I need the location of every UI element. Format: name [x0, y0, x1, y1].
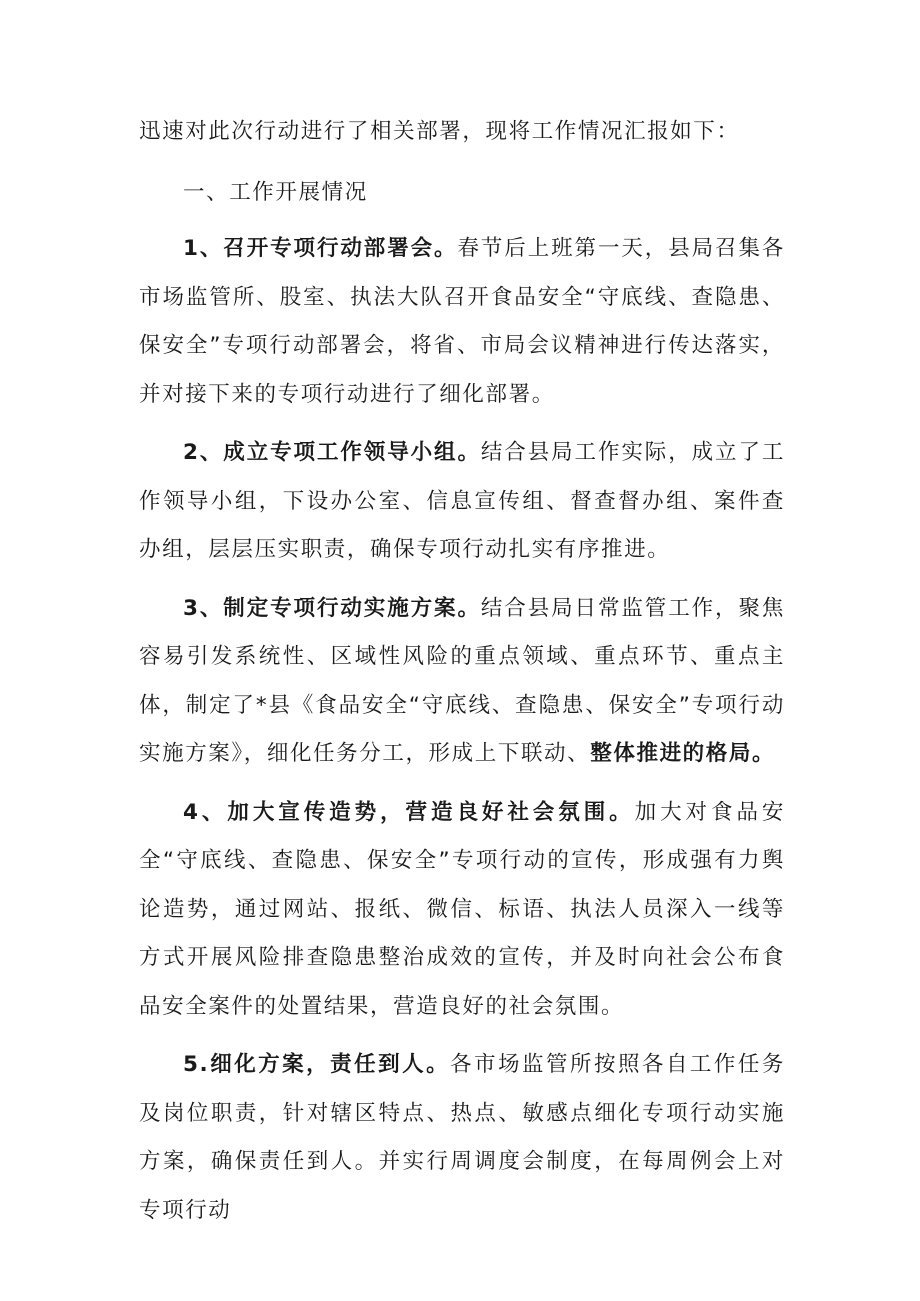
item-body: 加大对食品安全“守底线、查隐患、保安全”专项行动的宣传，形成强有力舆论造势，通过网站、报纸、微信、标语、执法人员深入一线等方式开展风险排查隐患整治成效的宣传，并及时向社会公布食品安全案件的处置结果，营造良好的社会氛围。: [139, 799, 785, 1019]
item-paragraph-4: [139, 789, 785, 1032]
item-body: 结合县局日常监管工作，聚焦容易引发系统性、区域性风险的重点领域、重点环节、重点主体，制定了*县《食品安全“守底线、查隐患、保安全”专项行动实施方案》，细化任务分工，形成上下联动、: [139, 595, 785, 766]
item-paragraph-2: [139, 429, 785, 575]
item-body: 春节后上班第一天，县局召集各市场监管所、股室、执法大队召开食品安全“守底线、查隐患、保安全”专项行动部署会，将省、市局会议精神进行传达落实，并对接下来的专项行动进行了细化部署。: [139, 236, 785, 407]
item-title: 3、制定专项行动实施方案。: [183, 595, 481, 621]
item-title: 5.细化方案，责任到人。: [183, 1052, 451, 1077]
item-title: 2、成立专项工作领导小组。: [183, 440, 481, 465]
section-heading: 一、工作开展情况: [183, 179, 368, 205]
document-body: [139, 108, 785, 1235]
item-body: 各市场监管所按照各自工作任务及岗位职责，针对辖区特点、热点、敏感点细化专项行动实施方案，确保责任到人。并实行周调度会制度，在每周例会上对专项行动: [139, 1052, 785, 1223]
item-title: 4、加大宣传造势，营造良好社会氛围。: [183, 799, 635, 825]
item-body: 结合县局工作实际，成立了工作领导小组，下设办公室、信息宣传组、督查督办组、案件查办组，层层压实职责，确保专项行动扎实有序推进。: [139, 440, 785, 562]
item-paragraph-3: [139, 585, 785, 779]
item-paragraph-5: [139, 1041, 785, 1235]
item-body-emphasis: 整体推进的格局。: [590, 741, 776, 766]
intro-paragraph: 迅速对此次行动进行了相关部署，现将工作情况汇报如下：: [139, 119, 740, 144]
item-title: 1、召开专项行动部署会。: [183, 236, 458, 261]
item-paragraph-1: [139, 225, 785, 419]
